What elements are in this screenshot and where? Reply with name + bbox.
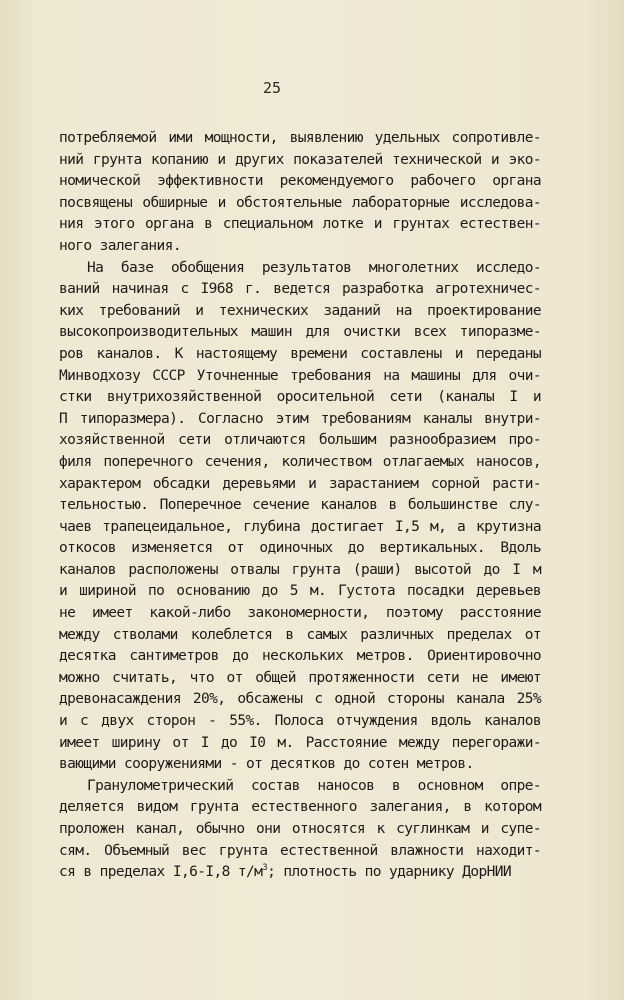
text-line: потребляемой ими мощности, выявлению удельных сопротивле- [59,130,541,146]
text-line: посвящены обширные и обстоятельные лабораторные исследова- [59,194,541,211]
text-line: ров каналов. К настоящему времени составлены и переданы [59,345,541,362]
superscript-exponent: 3 [262,863,268,874]
final-line-start: ся в пределах I,6-I,8 т/м [59,864,263,881]
text-line: и шириной по основанию до 5 м. Густота посадки деревьев [59,583,541,600]
text-line: тельностью. Поперечное сечение каналов в большинстве слу- [59,497,541,514]
final-line-end: ; плотность по ударнику ДорНИИ [267,864,511,881]
text-line: Минводхозу СССР Уточненные требования на машины для очи- [59,367,541,384]
text-line: проложен канал, обычно они относятся к суглинкам и супе- [59,821,541,837]
text-line: древонасаждения 20%, обсажены с одной стороны канала 25% [59,691,541,708]
text-line: ваний начиная с I968 г. ведется разработка агротехничес- [59,281,541,298]
text-line: номической эффективности рекомендуемого рабочего органа [59,173,541,190]
text-line: характером обсадки деревьями и зарастанием сорной расти- [59,475,541,492]
text-line: ний грунта копанию и других показателей технической и эко- [59,151,541,168]
text-line: деляется видом грунта естественного залегания, в котором [59,799,541,816]
text-line: имеет ширину от I до I0 м. Расстояние между перегоражи- [59,734,541,751]
text-line: ких требований и технических заданий на проектирование [59,302,541,319]
page-number: 25 [262,79,282,97]
text-line-final [59,862,541,884]
text-line: можно считать, что от общей протяженности сети не имеют [59,669,541,686]
text-line: Гранулометрический состав наносов в основном опре- [87,777,541,794]
text-line: стки внутрихозяйственной оросительной сети (каналы I и [59,389,541,406]
text-line: вающими сооружениями - от десятков до сотен метров. [59,756,474,773]
text-line: каналов расположены отвалы грунта (раши) высотой до I м [59,561,541,578]
text-line: десятка сантиметров до нескольких метров. Ориентировочно [59,648,541,665]
text-line: На базе обобщения результатов многолетних исследо- [87,259,541,276]
body-text [59,128,541,884]
text-line: не имеет какой-либо закономерности, поэтому расстояние [59,605,541,622]
text-line: сям. Объемный вес грунта естественной влажности находит- [59,842,541,859]
text-line: филя поперечного сечения, количеством отлагаемых наносов, [59,453,541,470]
text-line: откосов изменяется от одиночных до вертикальных. Вдоль [59,540,541,557]
text-line: ного залегания. [59,237,181,254]
text-line: П типоразмера). Согласно этим требованиям каналы внутри- [59,410,541,427]
text-line: хозяйственной сети отличаются большим разнообразием про- [59,432,541,449]
text-line: чаев трапецеидальное, глубина достигает I,5 м, а крутизна [59,518,541,535]
text-line: и с двух сторон - 55%. Полоса отчуждения вдоль каналов [59,713,541,730]
text-line: между стволами колеблется в самых различных пределах от [59,626,541,643]
text-line: высокопроизводительных машин для очистки всех типоразме- [59,324,541,341]
text-line: ния этого органа в специальном лотке и грунтах естествен- [59,216,541,233]
